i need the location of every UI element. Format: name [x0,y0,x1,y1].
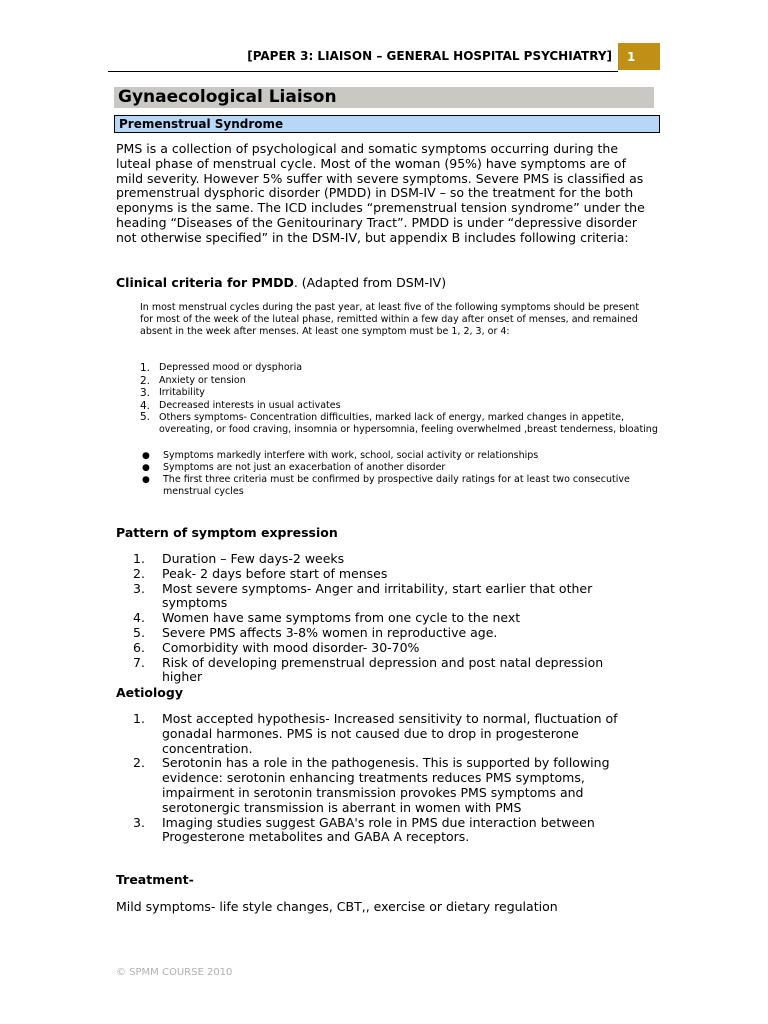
page-header [0,42,768,72]
item-text: Women have same symptoms from one cycle to the next [162,610,521,626]
item-number: 6. [133,639,145,655]
list-item [133,656,643,686]
item-number: 2. [133,565,145,581]
item-number: 7. [133,654,145,670]
list-item [133,567,643,582]
item-number: 2. [140,374,151,387]
treatment-heading: Treatment- [116,872,194,887]
treatment-mild: Mild symptoms- life style changes, CBT,, exercise or dietary regulation [116,899,558,914]
item-text: Comorbidity with mood disorder- 30-70% [162,639,420,655]
item-text: Serotonin has a role in the pathogenesis. This is supported by following evidence: serotonin enhancing treatments reduces PMS symptoms, impairment in serotonin transmission provokes PMS symptoms and serotonergic transmission is aberrant in women with PMS [162,755,610,815]
criteria-heading-rest: . (Adapted from DSM-IV) [293,275,447,290]
item-text: Most severe symptoms- Anger and irritability, start earlier that other symptoms [162,580,593,611]
list-item: ● Symptoms are not just an exacerbation of another disorder [140,462,660,474]
criteria-description: In most menstrual cycles during the past year, at least five of the following symptoms should be present for most of the week of the luteal phase, remitted within a few day after onset of menses, and remained absent in the week after menses. At least one symptom must be 1, 2, 3, or 4: [140,302,640,337]
list-item [133,552,643,567]
item-number: 3. [140,387,151,399]
footer-copyright: © SPMM COURSE 2010 [116,967,233,978]
item-number: 4. [133,610,145,626]
section-heading-bar [114,115,660,133]
list-item: ● The first three criteria must be confirmed by prospective daily ratings for at least two consecutive menstrual cycles [140,474,660,498]
item-number: 1. [140,362,151,374]
item-number: 5. [133,624,145,640]
criteria-list [140,362,660,435]
item-text: Irritability [159,387,205,398]
list-item: ● Symptoms markedly interfere with work, school, social activity or relationships [140,450,660,462]
page-number: 1 [618,43,660,70]
list-item [140,375,660,388]
item-text: Imaging studies suggest GABA's role in PMS due interaction between Progesterone metabolites and GABA A receptors. [162,814,595,845]
criteria-heading [116,275,446,290]
item-number: 4. [140,399,151,412]
pattern-heading: Pattern of symptom expression [116,525,338,540]
item-text: Most accepted hypothesis- Increased sensitivity to normal, fluctuation of gonadal harmones. PMS is not caused due to drop in progesterone concentration. [162,711,618,756]
item-number: 3. [133,580,145,596]
list-item [140,362,660,375]
item-number: 5. [140,411,151,423]
item-text: Peak- 2 days before start of menses [162,565,388,581]
document-title: Gynaecological Liaison [118,87,337,107]
section-heading: Premenstrual Syndrome [119,117,284,131]
list-item [133,712,643,756]
list-item [140,387,660,400]
item-text: Others symptoms- Concentration difficulties, marked lack of energy, marked changes in appetite, overeating, or food craving, insomnia or hypersomnia, feeling overwhelmed ,breast tenderness, bloating [159,412,658,435]
criteria-bullets [140,450,660,498]
pattern-list [133,552,643,685]
item-number: 2. [133,755,145,771]
item-number: 1. [133,551,145,566]
item-text: Risk of developing premenstrual depression and post natal depression higher [162,654,604,685]
item-number: 1. [133,711,145,726]
item-text: Decreased interests in usual activates [159,399,341,411]
list-item [140,400,660,413]
aetiology-list [133,712,643,845]
criteria-heading-bold: Clinical criteria for PMDD [116,275,294,290]
list-item [133,641,643,656]
item-number: 3. [133,814,145,830]
aetiology-heading: Aetiology [116,685,183,700]
item-text: Anxiety or tension [159,374,246,386]
document-title-bar [114,87,654,108]
item-text: Severe PMS affects 3-8% women in reproductive age. [162,624,498,640]
header-title: [PAPER 3: LIAISON – GENERAL HOSPITAL PSYCHIATRY] [247,49,612,63]
header-rule [108,71,618,72]
item-text: Duration – Few days-2 weeks [162,551,345,566]
list-item [140,412,660,435]
list-item [133,626,643,641]
list-item [133,582,643,612]
list-item [133,816,643,846]
item-text: Depressed mood or dysphoria [159,362,303,373]
list-item [133,611,643,626]
intro-paragraph: PMS is a collection of psychological and somatic symptoms occurring during the luteal phase of menstrual cycle. Most of the woman (95%) have symptoms are of mild severity. However 5% suffer with severe symptoms. Severe PMS is classified as premenstrual dysphoric disorder (PMDD) in DSM-IV – so the treatment for the both eponyms is the same. The ICD includes “premenstrual tension syndrome” under the heading “Diseases of the Genitourinary Tract”. PMDD is under “depressive disorder not otherwise specified” in the DSM-IV, but appendix B includes following criteria: [116,141,645,245]
list-item [133,756,643,815]
